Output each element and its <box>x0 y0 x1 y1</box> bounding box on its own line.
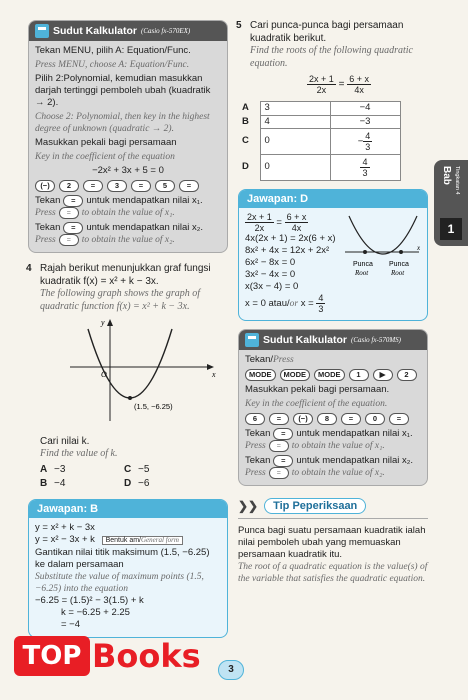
calc-key: = <box>59 234 79 246</box>
root-point <box>363 250 367 254</box>
calculator-corner-title: Sudut Kalkulator (Casio fx-570MS) <box>239 330 427 350</box>
table-row[interactable]: D 0 $\frac{4}{3}$ <box>238 155 400 181</box>
calc-key: = <box>273 455 293 467</box>
calc-key: 1 <box>349 369 369 381</box>
calc-key: 0 <box>365 413 385 425</box>
calc-key: = <box>63 195 83 207</box>
answer-line: 4x(2x + 1) = 2x(6 + x) <box>245 233 336 244</box>
calc-key: = <box>59 207 79 219</box>
table-row[interactable]: C 0 − $\frac{4}{3}$ <box>238 129 400 155</box>
press-x1: Press = to obtain the value of x₁. <box>245 441 385 451</box>
roots-curve <box>349 216 417 254</box>
parabola-graph <box>50 317 220 427</box>
answer-box-5 <box>238 189 428 321</box>
option-a[interactable]: −3 <box>54 463 66 475</box>
question-equation: $\frac{2x + 1}{2x}$ = $\frac{6 + x}{4x}$ <box>309 74 369 95</box>
question-4: 4 Rajah berikut menunjukkan graf fungsi kuadratik f(x) = x² + k − 3x. The following graph shows the graph of quadratic function f(x) = x² + k − 3x. y x O (1.5, −6.25) Cari nilai k. Find the value of k. A −3 C −5 B −4 D −6 <box>28 263 228 491</box>
answer-line: y = x² + k − 3x <box>35 521 95 533</box>
page-number: 3 <box>218 660 244 680</box>
option-d-letter[interactable]: D <box>124 478 132 489</box>
calc-key: 5 <box>155 180 175 192</box>
calc-key: (−) <box>293 413 313 425</box>
minimum-label: (1.5, −6.25) <box>134 402 173 411</box>
option-a-letter[interactable]: A <box>40 463 48 475</box>
double-chevron-icon: ❯❯ <box>238 499 259 513</box>
calc-key: MODE <box>245 369 276 381</box>
calc-key: 3 <box>107 180 127 192</box>
step-1-en: Press MENU, choose A: Equation/Func. <box>35 60 190 70</box>
key-sequence <box>245 413 421 425</box>
equation: −2x² + 3x + 5 = 0 <box>92 165 164 176</box>
answer-title: Jawapan: D <box>239 190 427 208</box>
option-c-letter[interactable]: C <box>124 463 132 475</box>
calc-key: = <box>389 413 409 425</box>
option-c[interactable]: −5 <box>138 463 150 475</box>
calculator-icon <box>35 24 49 38</box>
question-text-en: The following graph shows the graph of quadratic function f(x) = x² + k − 3x. <box>40 288 201 312</box>
option-b[interactable]: −4 <box>54 478 66 489</box>
tekan-x1: Tekan = untuk mendapatkan nilai x₁. <box>245 428 413 439</box>
table-row[interactable]: A 3 −4 <box>238 102 400 116</box>
option-b-letter[interactable]: B <box>40 478 48 489</box>
minimum-point <box>128 396 132 400</box>
origin-label: O <box>101 370 107 379</box>
calc-key: 2 <box>397 369 417 381</box>
answer-line: $\frac{2x + 1}{2x}$ = $\frac{6 + x}{4x}$ <box>247 212 307 233</box>
press-x2: Press = to obtain the value of x₂. <box>245 468 385 478</box>
answer-line: y = x² − 3x + k Bentuk am/General form <box>35 534 221 547</box>
question-text-en: Find the roots of the following quadratic equation. <box>250 45 413 69</box>
calc-key: ▶ <box>373 369 393 381</box>
answer-line-en: Substitute the value of maximum points (1.5, −6.25) into the equation <box>35 571 204 594</box>
step-1: Tekan MENU, pilih A: Equation/Func. <box>35 45 191 56</box>
answer-options-table <box>238 101 401 181</box>
root-label: Punca <box>389 261 409 268</box>
step-press: Tekan/Press <box>245 354 294 365</box>
general-form-note: Bentuk am/General form <box>102 536 183 545</box>
option-d[interactable]: −6 <box>138 478 150 489</box>
calculator-corner-1 <box>28 20 228 253</box>
question-text: Rajah berikut menunjukkan graf fungsi kuadratik f(x) = x² + k − 3x. <box>40 263 211 287</box>
answer-line: k = −6.25 + 2.25 <box>61 606 130 618</box>
key-sequence <box>245 369 421 381</box>
table-row[interactable]: B 4 −3 <box>238 115 400 129</box>
step-2-en: Choose 2: Polynomial, then key in the highest degree of unknown (quadratic → 2). <box>35 112 210 134</box>
parabola-curve <box>88 329 172 398</box>
answer-line: x = 0 atau/or x = $\frac{4}{3}$ <box>245 293 324 314</box>
calc-key: = <box>83 180 103 192</box>
calc-key: = <box>341 413 361 425</box>
calc-key: = <box>269 440 289 452</box>
roots-x-label: x <box>417 244 421 252</box>
calculator-corner-title: Sudut Kalkulator (Casio fx-570EX) <box>29 21 227 41</box>
chapter-tab[interactable]: Bab Tingkatan 4 1 <box>434 160 468 246</box>
answer-line: = −4 <box>61 618 81 630</box>
right-column <box>238 20 428 585</box>
left-column <box>28 20 228 638</box>
calc-key: (−) <box>35 180 55 192</box>
press-x2: Press = to obtain the value of x₂. <box>35 235 175 245</box>
press-x1: Press = to obtain the value of x₁. <box>35 208 175 218</box>
calc-key: = <box>269 467 289 479</box>
step-2: Pilih 2:Polynomial, kemudian masukkan darjah tertinggi pemboleh ubah (kuadratik → 2). <box>35 73 211 108</box>
answer-line: x(3x − 4) = 0 <box>245 281 299 292</box>
exam-tip-body: Punca bagi suatu persamaan kuadratik ialah nilai pemboleh ubah yang memuaskan persamaan kuadratik itu. The root of a quadratic equation is the value(s) of the variable that satisfies the quadratic equation. <box>238 518 428 585</box>
tekan-x1: Tekan = untuk mendapatkan nilai x₁. <box>35 195 203 206</box>
answer-line: Gantikan nilai titik maksimum (1.5, −6.25) ke dalam persamaan <box>35 546 210 570</box>
topbooks-logo: TOP Books <box>14 632 194 678</box>
calc-key: MODE <box>280 369 311 381</box>
calc-key: = <box>273 428 293 440</box>
tekan-x2: Tekan = untuk mendapatkan nilai x₂. <box>245 455 414 466</box>
calc-key: = <box>63 222 83 234</box>
calc-key: MODE <box>314 369 345 381</box>
calc-key: = <box>269 413 289 425</box>
step-3-en: Key in the coefficient of the equation <box>35 152 175 162</box>
tekan-x2: Tekan = untuk mendapatkan nilai x₂. <box>35 222 204 233</box>
ask-en: Find the value of k. <box>40 448 118 459</box>
roots-graph <box>343 214 423 284</box>
root-point <box>399 250 403 254</box>
answer-line: 6x² − 8x = 0 <box>245 257 296 268</box>
root-label-en: Root <box>355 269 369 277</box>
step-3-en: Key in the coefficient of the equation. <box>245 399 388 409</box>
x-label: x <box>212 370 216 379</box>
exam-tip-header: ❯❯ Tip Peperiksaan <box>238 498 428 514</box>
root-label: Punca <box>353 261 373 268</box>
question-5: 5 Cari punca-punca bagi persamaan kuadratik berikut. Find the roots of the following quadratic equation. $\frac{2x + 1}{2x}$ = $\frac{6 + x}{4x}$ A 3 −4 B 4 −3 C 0 − $\frac{4}{3}$ D 0 $\frac{4}{3}$ <box>238 20 428 181</box>
calculator-icon <box>245 333 259 347</box>
y-axis-arrow-icon <box>107 319 113 326</box>
ask: Cari nilai k. <box>40 435 90 447</box>
calc-key: 6 <box>245 413 265 425</box>
answer-line: −6.25 = (1.5)² − 3(1.5) + k <box>35 594 144 606</box>
answer-line: 3x² − 4x = 0 <box>245 269 296 280</box>
calc-key: = <box>131 180 151 192</box>
step-3: Masukkan pekali bagi persamaan <box>35 137 177 148</box>
options <box>40 464 228 491</box>
question-text: Cari punca-punca bagi persamaan kuadratik berikut. <box>250 20 404 44</box>
calculator-corner-2 <box>238 329 428 486</box>
y-label: y <box>101 318 105 327</box>
calc-key: 8 <box>317 413 337 425</box>
root-label-en: Root <box>391 269 405 277</box>
step-3: Masukkan pekali bagi persamaan. <box>245 384 390 395</box>
answer-title: Jawapan: B <box>29 500 227 518</box>
answer-line: 8x² + 4x = 12x + 2x² <box>245 245 330 256</box>
calc-key: = <box>179 180 199 192</box>
key-sequence <box>35 180 221 192</box>
answer-box-4 <box>28 499 228 638</box>
calc-key: 2 <box>59 180 79 192</box>
